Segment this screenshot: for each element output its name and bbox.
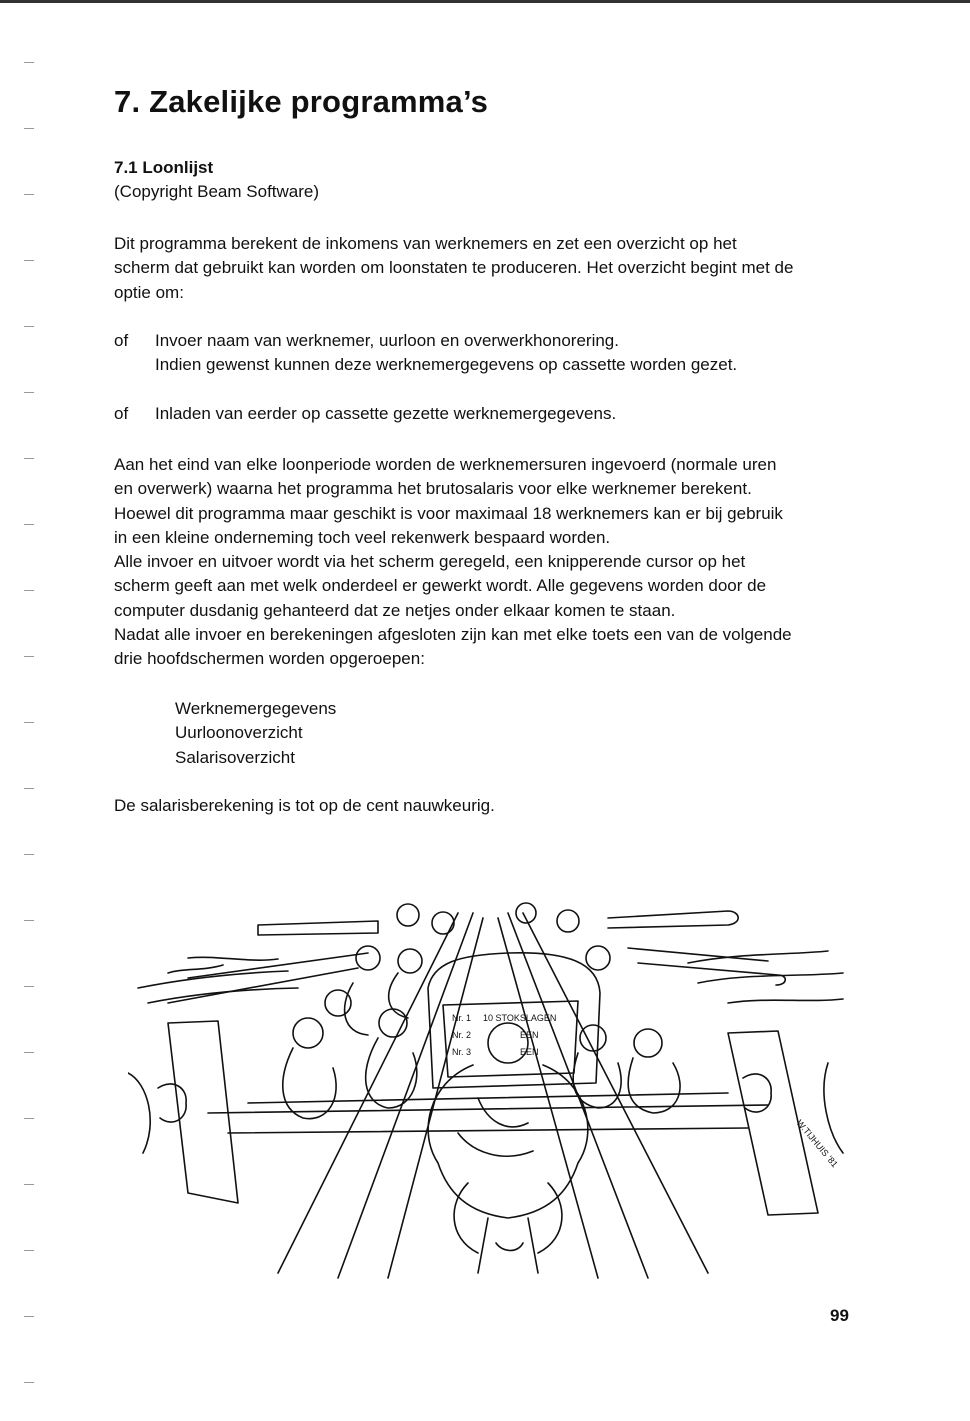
margin-tick: [24, 128, 34, 129]
body-line: Hoewel dit programma maar geschikt is voor maximaal 18 werknemers kan er bij gebruik: [114, 503, 783, 523]
option-line: Inladen van eerder op cassette gezette werknemergegevens.: [155, 404, 617, 423]
margin-tick: [24, 1250, 34, 1251]
screen-list: [175, 697, 336, 770]
intro-paragraph: [114, 232, 854, 305]
option-line: Invoer naam van werknemer, uurloon en overwerkhonorering.: [155, 331, 619, 350]
body-line: computer dusdanig gehanteerd dat ze netjes onder elkaar komen te staan.: [114, 600, 676, 620]
closing-sentence: De salarisberekening is tot op de cent nauwkeurig.: [114, 796, 495, 815]
screen-item: Uurloonoverzicht: [175, 723, 303, 743]
screen-item: Werknemergegevens: [175, 699, 337, 718]
margin-tick: [24, 194, 34, 195]
body-paragraph: [114, 453, 854, 672]
margin-tick: [24, 458, 34, 459]
screen-text: Nr. 1: [452, 1013, 472, 1023]
option-line: Indien gewenst kunnen deze werknemergegevens op cassette worden gezet.: [155, 355, 738, 375]
body-line: en overwerk) waarna het programma het brutosalaris voor elke werknemer berekent.: [114, 479, 752, 499]
body-line: scherm geeft aan met welk onderdeel er gewerkt wordt. Alle gegevens worden door de: [114, 576, 767, 596]
body-line: Nadat alle invoer en berekeningen afgesloten zijn kan met elke toets een van de volgende: [114, 625, 792, 645]
screen-text: 10 STOKSLAGEN: [483, 1013, 557, 1023]
margin-tick: [24, 920, 34, 921]
option-marker: of: [114, 331, 129, 350]
option-marker: of: [114, 404, 129, 423]
chapter-title: 7. Zakelijke programma’s: [114, 84, 489, 119]
margin-tick: [24, 854, 34, 855]
margin-tick: [24, 1316, 34, 1317]
screen-text: EEN: [520, 1047, 539, 1057]
option-text: [155, 329, 855, 378]
margin-tick: [24, 590, 34, 591]
top-border-line: [0, 0, 970, 3]
margin-tick: [24, 62, 34, 63]
margin-tick: [24, 1118, 34, 1119]
margin-tick: [24, 524, 34, 525]
margin-tick: [24, 1052, 34, 1053]
intro-line: scherm dat gebruikt kan worden om loonstaten te produceren. Het overzicht begint met de: [114, 258, 794, 278]
margin-tick: [24, 392, 34, 393]
margin-tick: [24, 326, 34, 327]
body-line: Aan het eind van elke loonperiode worden de werknemersuren ingevoerd (normale uren: [114, 455, 777, 474]
margin-tick: [24, 656, 34, 657]
margin-tick: [24, 260, 34, 261]
margin-tick: [24, 1382, 34, 1383]
margin-tick: [24, 788, 34, 789]
screen-text: Nr. 2: [452, 1030, 472, 1040]
margin-tick-marks: [0, 0, 50, 1421]
intro-line: Dit programma berekent de inkomens van werknemers en zet een overzicht op het: [114, 234, 737, 253]
body-line: drie hoofdschermen worden opgeroepen:: [114, 649, 425, 669]
body-line: Alle invoer en uitvoer wordt via het scherm geregeld, een knipperende cursor op het: [114, 552, 746, 572]
margin-tick: [24, 1184, 34, 1185]
galley-cartoon-illustration: [128, 893, 848, 1283]
body-line: in een kleine onderneming toch veel rekenwerk bespaard worden.: [114, 527, 611, 547]
screen-text: Nr. 3: [452, 1047, 472, 1057]
section-heading: 7.1 Loonlijst: [114, 158, 214, 177]
margin-tick: [24, 986, 34, 987]
margin-tick: [24, 722, 34, 723]
option-text: [155, 402, 855, 426]
screen-text: EEN: [520, 1030, 539, 1040]
copyright-line: (Copyright Beam Software): [114, 182, 320, 201]
intro-line: optie om:: [114, 282, 184, 302]
screen-item: Salarisoverzicht: [175, 747, 295, 767]
artist-signature: W.TIJHUIS '81: [794, 1117, 840, 1170]
page-number: 99: [830, 1306, 849, 1325]
